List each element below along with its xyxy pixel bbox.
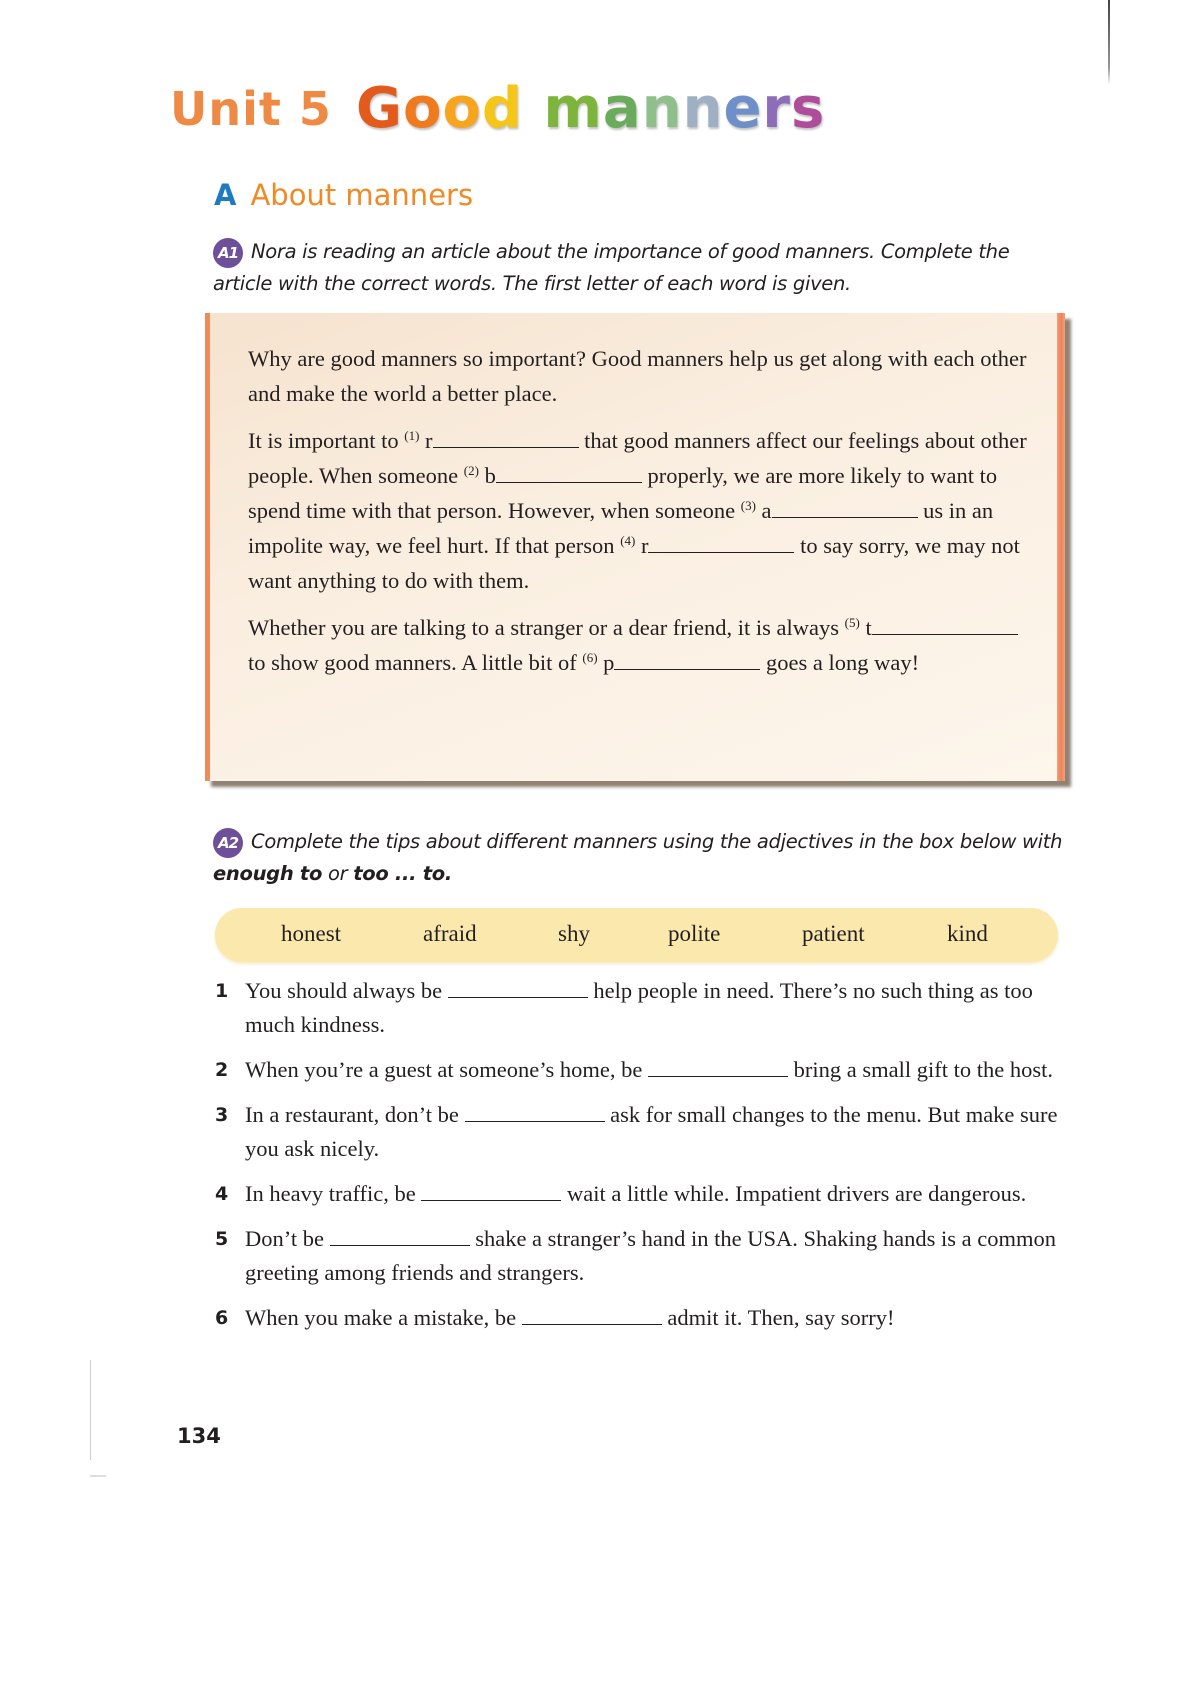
gap-letter-6: p — [597, 650, 615, 675]
scan-edge-foot — [90, 1475, 106, 1477]
gap-4-blank[interactable] — [648, 532, 794, 553]
article-text — [248, 341, 1038, 692]
item-text: ask for small changes to the menu. But make sure you ask nicely. — [245, 1102, 1058, 1161]
item-number: 3 — [215, 1104, 229, 1126]
answer-blank[interactable] — [522, 1304, 662, 1325]
list-item — [215, 1098, 1085, 1166]
gap-2-blank[interactable] — [496, 462, 642, 483]
answer-blank[interactable] — [465, 1101, 605, 1122]
text: properly, we are more likely to want to spend time with that person. However, when someone — [248, 463, 998, 523]
instruction-bold-enough-to: enough to — [213, 861, 323, 885]
gap-letter-5: t — [859, 615, 872, 640]
list-item — [215, 1222, 1085, 1290]
exercise-a1-instruction — [213, 236, 1073, 299]
unit-title-letter: e — [723, 76, 763, 141]
gap-number-6: (6) — [582, 650, 598, 665]
gap-number-1: (1) — [404, 428, 420, 443]
text: to say sorry, we may not want anything to do with them. — [248, 533, 1020, 593]
item-text: bring a small gift to the host. — [788, 1057, 1053, 1082]
item-text: shake a stranger’s hand in the USA. Shaking hands is a common greeting among friends and strangers. — [245, 1226, 1056, 1285]
gap-number-5: (5) — [844, 615, 860, 630]
unit-title-letter: o — [442, 76, 482, 141]
item-text: In heavy traffic, be — [245, 1181, 422, 1206]
item-text: Don’t be — [245, 1226, 330, 1251]
page-number: 134 — [177, 1424, 221, 1448]
article-box — [205, 313, 1065, 781]
list-item — [215, 1177, 1085, 1211]
item-text: admit it. Then, say sorry! — [661, 1305, 895, 1330]
gap-letter-4: r — [635, 533, 649, 558]
unit-title-letter: a — [602, 76, 642, 141]
word-box-item: afraid — [423, 921, 477, 946]
word-box-item: honest — [281, 921, 342, 946]
unit-label: Unit 5 — [170, 82, 332, 136]
gap-number-2: (2) — [463, 463, 479, 478]
text: us in an impolite way, we feel hurt. If that person — [248, 498, 994, 558]
item-text: When you make a mistake, be — [245, 1305, 522, 1330]
item-text: In a restaurant, don’t be — [245, 1102, 465, 1127]
item-number: 2 — [215, 1059, 229, 1081]
tips-list — [215, 974, 1085, 1346]
unit-title-letter: s — [791, 76, 826, 141]
gap-3-blank[interactable] — [772, 497, 918, 518]
instruction-bold-too-to: too ... to — [353, 861, 445, 885]
unit-title-letter: G — [356, 76, 403, 141]
scan-edge-line — [1108, 0, 1110, 85]
word-box-item: shy — [558, 921, 590, 946]
instruction-text: or — [322, 861, 354, 885]
unit-title — [356, 76, 825, 141]
text: to show good manners. A little bit of — [248, 650, 583, 675]
answer-blank[interactable] — [448, 977, 588, 998]
gap-5-blank[interactable] — [872, 614, 1018, 635]
article-paragraph-2 — [248, 423, 1038, 598]
item-number: 5 — [215, 1228, 229, 1250]
gap-1-blank[interactable] — [433, 427, 579, 448]
text: It is important to — [248, 428, 405, 453]
instruction-text: . — [444, 861, 452, 885]
list-item — [215, 1053, 1085, 1087]
instruction-text: Nora is reading an article about the importance of good manners. Complete the article with the correct words. The first letter of each word is given. — [213, 240, 1010, 295]
exercise-a2-instruction — [213, 826, 1073, 889]
gap-letter-2: b — [478, 463, 496, 488]
article-paragraph-3 — [248, 610, 1038, 680]
unit-title-letter: n — [641, 76, 683, 141]
section-title: About manners — [250, 178, 474, 212]
scan-edge-line-left — [90, 1360, 91, 1460]
list-item — [215, 974, 1085, 1042]
item-number: 1 — [215, 980, 229, 1002]
word-box-item: kind — [947, 921, 988, 946]
answer-blank[interactable] — [330, 1225, 470, 1246]
section-heading — [214, 178, 473, 212]
word-box-item: polite — [668, 921, 721, 946]
gap-number-3: (3) — [740, 498, 756, 513]
item-number: 4 — [215, 1183, 229, 1205]
answer-blank[interactable] — [648, 1056, 788, 1077]
list-item — [215, 1301, 1085, 1335]
item-text: help people in need. There’s no such thing as too much kindness. — [245, 978, 1033, 1037]
item-text: wait a little while. Impatient drivers are dangerous. — [561, 1181, 1027, 1206]
gap-number-4: (4) — [620, 533, 636, 548]
text: Whether you are talking to a stranger or a dear friend, it is always — [248, 615, 845, 640]
answer-blank[interactable] — [421, 1180, 561, 1201]
gap-letter-1: r — [419, 428, 433, 453]
instruction-text: Complete the tips about different manners using the adjectives in the box below with — [251, 830, 1063, 853]
word-box-item: patient — [802, 921, 865, 946]
item-text: You should always be — [245, 978, 448, 1003]
item-number: 6 — [215, 1307, 229, 1329]
unit-title-letter: d — [481, 76, 524, 141]
unit-title-letter: o — [402, 76, 443, 141]
exercise-badge-a1: A1 — [213, 238, 243, 268]
item-text: When you’re a guest at someone’s home, be — [245, 1057, 649, 1082]
gap-letter-3: a — [755, 498, 772, 523]
article-paragraph-1: Why are good manners so important? Good manners help us get along with each other and make the world a better place. — [248, 346, 1027, 406]
unit-title-letter: n — [682, 76, 724, 141]
section-letter: A — [214, 178, 237, 212]
unit-title-letter — [523, 76, 544, 141]
unit-title-letter: r — [762, 76, 792, 141]
exercise-badge-a2: A2 — [213, 828, 243, 858]
gap-6-blank[interactable] — [614, 649, 760, 670]
text: that good manners affect our feelings about other people. When someone — [248, 428, 1027, 488]
text: goes a long way! — [760, 650, 920, 675]
unit-title-letter: m — [543, 76, 603, 141]
word-box — [215, 908, 1058, 962]
